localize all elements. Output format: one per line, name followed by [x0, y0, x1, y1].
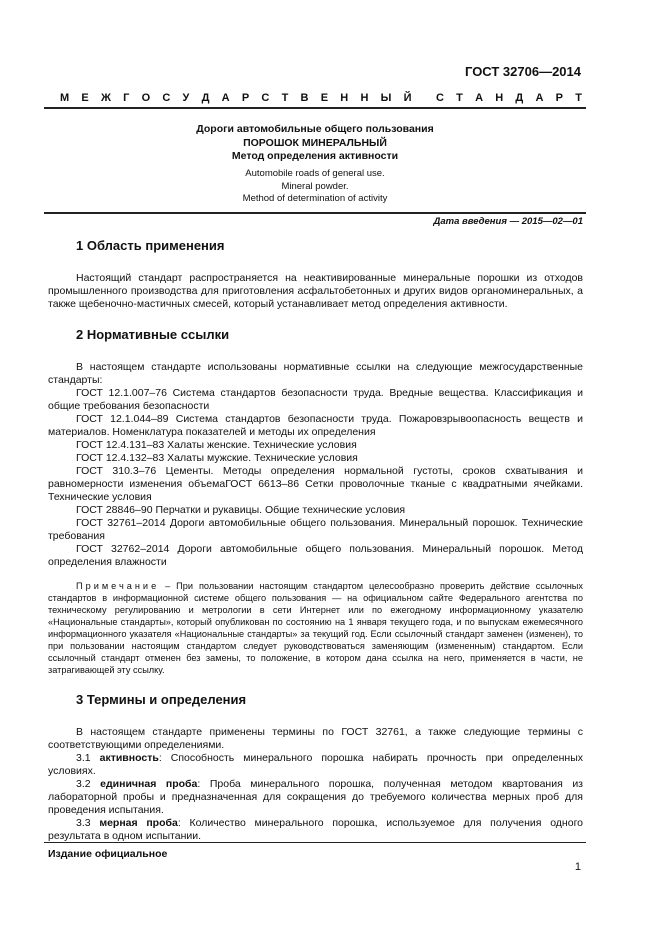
banner-letter: Г [123, 92, 130, 104]
banner-letter: Р [555, 92, 563, 104]
banner-letter: О [141, 92, 151, 104]
section-scope [48, 238, 583, 311]
banner-letter: Ы [380, 92, 392, 104]
title-ru [44, 123, 586, 164]
banner-letter: Н [340, 92, 349, 104]
banner-letter: В [300, 92, 309, 104]
title-ru-line: ПОРОШОК МИНЕРАЛЬНЫЙ [243, 136, 387, 149]
banner-letter: Т [456, 92, 463, 104]
paragraph: В настоящем стандарте применены термины по ГОСТ 32761, а также следующие термины с соответствующими определениями. [48, 726, 583, 751]
banner-letter: Е [81, 92, 89, 104]
section-terms-definitions [48, 692, 583, 843]
banner-letter: Д [515, 92, 524, 104]
note [48, 580, 583, 676]
banner-letter: А [535, 92, 544, 104]
term-name: мерная проба [99, 817, 178, 829]
reference-item: ГОСТ 12.4.131–83 Халаты женские. Технические условия [76, 439, 357, 451]
title-ru-line: Дороги автомобильные общего пользования [196, 123, 434, 135]
banner-letter: С [435, 92, 444, 104]
reference-item: ГОСТ 12.4.132–83 Халаты мужские. Технические условия [76, 452, 358, 464]
title-en-line: Method of determination of activity [242, 193, 388, 204]
term-definition: : Количество минерального порошка, используемое для получения одного результата в одном испытании. [48, 817, 584, 842]
term-name: активность [99, 752, 159, 764]
term-item [48, 752, 583, 778]
term-item [48, 817, 583, 843]
header-divider [44, 107, 586, 109]
note-text: – При пользовании настоящим стандартом целесообразно проверить действие ссылочных стандартов в информационной системе общего пользования — на официальном сайте Федерального агентства по техническому регулированию и метрологии в сети Интернет или по ежегодному информационному указателю «Национальные стандарты», который опубликован по состоянию на 1 января текущего года, и по выпускам ежемесячного информационного указателя «Национальные стандарты» за текущий год. Если ссылочный стандарт заменен (изменен), то при пользовании настоящим стандартом следует руководствоваться заменяющим (измененным) стандартом. Если ссылочный стандарт отменен без замены, то положение, в котором дана ссылка на него, применяется в части, не затрагивающей эту ссылку. [48, 581, 583, 675]
term-number: 3.1 [76, 752, 100, 764]
banner-letter: У [182, 92, 190, 104]
term-item [48, 778, 583, 817]
title-divider [44, 212, 586, 214]
banner-letter: Т [281, 92, 289, 104]
term-definition: : Способность минерального порошка набирать прочность при определенных условиях. [48, 752, 583, 777]
banner-letter: С [261, 92, 270, 104]
banner-letter: Д [201, 92, 210, 104]
banner-letter: М [60, 92, 70, 104]
banner-letter: А [475, 92, 484, 104]
standard-number: ГОСТ 32706—2014 [465, 64, 581, 79]
reference-item: ГОСТ 32762–2014 Дороги автомобильные общего пользования. Минеральный порошок. Метод определения влажности [48, 543, 583, 568]
banner-letter: Н [495, 92, 504, 104]
title-en-line: Mineral powder. [281, 180, 349, 192]
banner-letter: Н [360, 92, 369, 104]
banner-letter: Й [403, 92, 412, 104]
banner-letter: Р [241, 92, 250, 104]
paragraph: В настоящем стандарте использованы нормативные ссылки на следующие межгосударственные стандарты: [48, 361, 583, 386]
banner-letter: С [162, 92, 171, 104]
page-number: 1 [574, 861, 581, 873]
banner-letter: А [221, 92, 230, 104]
banner-letter: Ж [100, 92, 111, 104]
title-en [44, 168, 586, 206]
term-number: 3.2 [76, 778, 101, 790]
section-heading: 3 Термины и определения [76, 692, 247, 707]
official-edition-label: Издание официальное [48, 848, 168, 860]
reference-item: ГОСТ 310.3–76 Цементы. Методы определения нормальной густоты, сроков схватывания и равномерности изменения объемаГОСТ 6613–86 Сетки проволочные тканые с квадратными ячейками. Технические условия [48, 465, 583, 503]
note-label: Примечание [76, 581, 160, 591]
term-number: 3.3 [76, 817, 100, 829]
section-heading: 2 Нормативные ссылки [76, 327, 230, 342]
reference-item: ГОСТ 28846–90 Перчатки и рукавицы. Общие технические условия [76, 504, 406, 516]
section-heading: 1 Область применения [76, 238, 225, 253]
banner-letter: Т [575, 92, 582, 104]
interstate-standard-banner [60, 92, 582, 104]
title-en-line: Automobile roads of general use. [245, 168, 385, 179]
footer-divider [44, 842, 586, 843]
reference-item: ГОСТ 32761–2014 Дороги автомобильные общего пользования. Минеральный порошок. Технические требования [48, 517, 583, 542]
term-name: единичная проба [100, 778, 198, 790]
banner-letter: Е [320, 92, 329, 104]
reference-item: ГОСТ 12.1.044–89 Система стандартов безопасности труда. Пожаровзрывоопасность веществ и материалов. Номенклатура показателей и методы их определения [48, 413, 583, 438]
title-ru-line: Метод определения активности [231, 150, 399, 162]
term-definition: : Проба минерального порошка, полученная методом квартования из лабораторной пробы и предназначенная для сокращения до требуемого количества мерных проб для проведения испытания. [48, 778, 583, 816]
introduction-date: Дата введения — 2015—02—01 [433, 216, 583, 227]
reference-item: ГОСТ 12.1.007–76 Система стандартов безопасности труда. Вредные вещества. Классификация и общие требования безопасности [48, 387, 583, 412]
document-body [48, 238, 583, 859]
paragraph: Настоящий стандарт распространяется на неактивированные минеральные порошки из отходов промышленного производства для приготовления асфальтобетонных и других видов органоминеральных, а также щебеночно-мастичных смесей, который устанавливает метод определения активности. [48, 272, 583, 310]
section-normative-references [48, 327, 583, 676]
